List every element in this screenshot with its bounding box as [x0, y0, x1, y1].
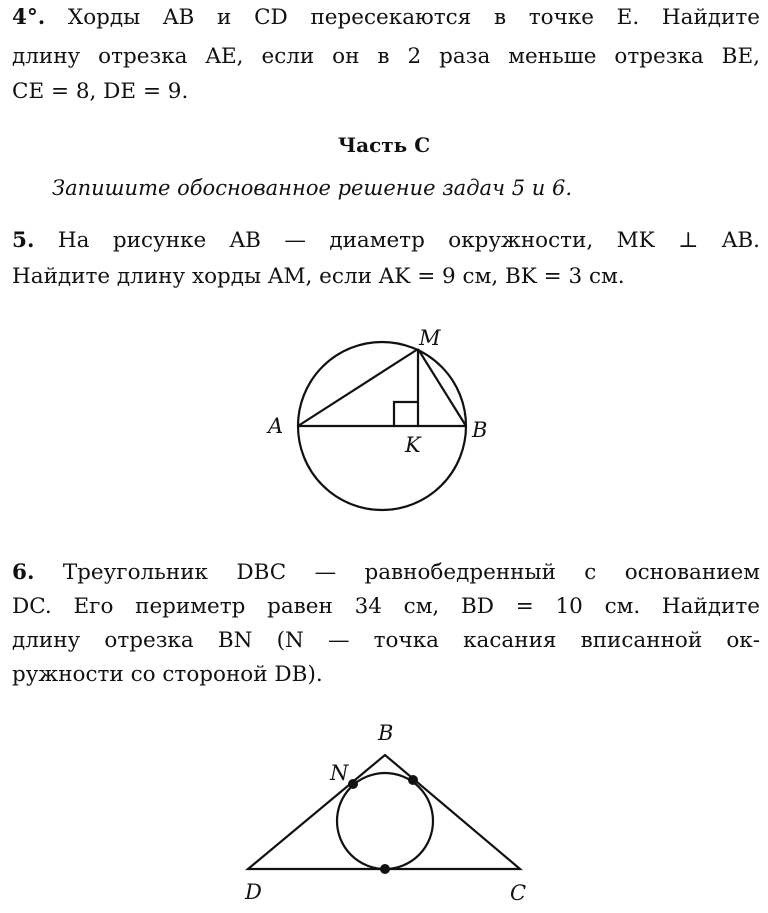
task6-line3: длину отрезка BN (N — точка касания вписанной ок-	[12, 628, 760, 653]
label-b: B	[472, 418, 488, 442]
task5-figure	[298, 342, 466, 510]
label-n: N	[330, 761, 349, 785]
task4-number: 4°.	[12, 5, 46, 30]
chord-mb	[418, 349, 466, 426]
task6-figure	[248, 755, 520, 869]
task6-line4: ружности со стороной DB).	[12, 662, 323, 687]
task6-text-1: Треугольник DBC — равнобедренный с основанием	[62, 560, 760, 585]
task6-line2: DC. Его периметр равен 34 см, BD = 10 см. Найдите	[12, 594, 760, 619]
tangent-point-n	[348, 779, 358, 789]
part-c-instruction: Запишите обоснованное решение задач 5 и 6.	[52, 176, 573, 200]
label-b6: B	[378, 721, 394, 745]
task4-line2: длину отрезка AE, если он в 2 раза меньше отрезка BE,	[12, 44, 760, 69]
task5-text-1: На рисунке AB — диаметр окружности, MK ⊥ AB.	[57, 228, 760, 253]
task6-line1	[12, 558, 760, 588]
task5-line2: Найдите длину хорды AM, если AK = 9 см, BK = 3 см.	[12, 264, 625, 289]
label-c: C	[510, 881, 527, 905]
label-d: D	[245, 880, 262, 904]
chord-am	[298, 349, 418, 426]
tangent-points	[348, 775, 418, 874]
label-k: K	[405, 433, 421, 457]
task6-number: 6.	[12, 560, 35, 585]
task4-line3: CE = 8, DE = 9.	[12, 79, 189, 104]
task4-text-1: Хорды AB и CD пересекаются в точке E. Найдите	[67, 5, 760, 30]
tangent-point-bc	[408, 775, 418, 785]
part-c-heading: Часть C	[337, 133, 431, 157]
tangent-point-dc	[380, 864, 390, 874]
label-a: A	[268, 414, 284, 438]
label-m: M	[419, 326, 441, 350]
right-angle-mark	[394, 402, 418, 426]
task5-number: 5.	[12, 228, 35, 253]
